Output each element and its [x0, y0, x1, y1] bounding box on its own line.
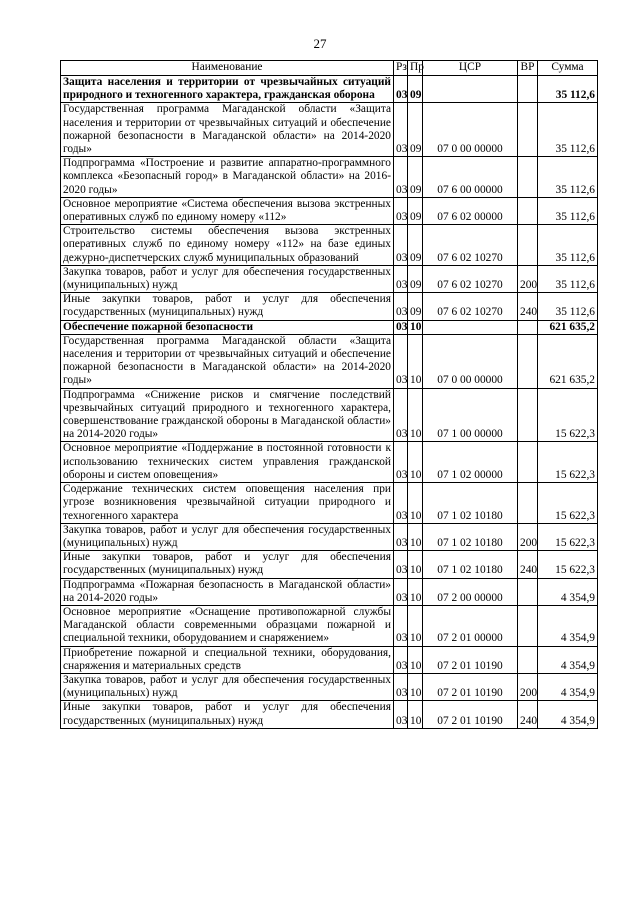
cell-csr	[423, 320, 518, 334]
cell-rz: 03	[394, 157, 408, 198]
cell-pr: 10	[408, 388, 423, 442]
cell-pr: 10	[408, 578, 423, 605]
cell-name: Иные закупки товаров, работ и услуг для обеспечения государственных (муниципальных) нужд	[61, 551, 394, 578]
cell-name: Защита населения и территории от чрезвычайных ситуаций природного и техногенного характера, гражданская оборона	[61, 76, 394, 103]
header-sum: Сумма	[538, 61, 598, 76]
cell-pr: 10	[408, 334, 423, 388]
table-row	[61, 605, 598, 646]
cell-rz: 03	[394, 523, 408, 550]
cell-vr: 200	[518, 523, 538, 550]
cell-vr: 240	[518, 293, 538, 320]
cell-rz: 03	[394, 605, 408, 646]
cell-vr	[518, 103, 538, 157]
table-row	[61, 265, 598, 292]
cell-name: Закупка товаров, работ и услуг для обеспечения государственных (муниципальных) нужд	[61, 673, 394, 700]
cell-rz: 03	[394, 701, 408, 728]
table-row	[61, 334, 598, 388]
table-body	[61, 76, 598, 729]
cell-rz: 03	[394, 76, 408, 103]
cell-name: Подпрограмма «Построение и развитие аппаратно-программного комплекса «Безопасный город» в Магаданской области» на 2016-2020 годы»	[61, 157, 394, 198]
cell-vr	[518, 334, 538, 388]
cell-csr: 07 1 02 00000	[423, 442, 518, 483]
header-csr: ЦСР	[423, 61, 518, 76]
table-header-row	[61, 61, 598, 76]
cell-name: Основное мероприятие «Система обеспечения вызова экстренных оперативных служб по единому номеру «112»	[61, 197, 394, 224]
cell-vr	[518, 157, 538, 198]
cell-rz: 03	[394, 334, 408, 388]
cell-pr: 10	[408, 673, 423, 700]
cell-csr: 07 1 02 10180	[423, 523, 518, 550]
cell-vr	[518, 320, 538, 334]
header-vr: ВР	[518, 61, 538, 76]
cell-pr: 10	[408, 701, 423, 728]
cell-name: Закупка товаров, работ и услуг для обеспечения государственных (муниципальных) нужд	[61, 265, 394, 292]
cell-vr	[518, 483, 538, 524]
cell-csr: 07 2 01 10190	[423, 701, 518, 728]
cell-pr: 09	[408, 225, 423, 266]
cell-pr: 10	[408, 551, 423, 578]
cell-csr: 07 1 00 00000	[423, 388, 518, 442]
cell-sum: 15 622,3	[538, 442, 598, 483]
cell-sum: 15 622,3	[538, 523, 598, 550]
cell-pr: 10	[408, 605, 423, 646]
table-row	[61, 483, 598, 524]
table-row	[61, 673, 598, 700]
cell-name: Обеспечение пожарной безопасности	[61, 320, 394, 334]
cell-pr: 10	[408, 442, 423, 483]
cell-vr	[518, 225, 538, 266]
cell-vr	[518, 605, 538, 646]
cell-csr: 07 6 02 10270	[423, 293, 518, 320]
cell-name: Основное мероприятие «Оснащение противопожарной службы Магаданской области современными образцами пожарной и специальной техники, оборудованием и снаряжением»	[61, 605, 394, 646]
cell-rz: 03	[394, 320, 408, 334]
table-row	[61, 197, 598, 224]
budget-table	[60, 60, 598, 729]
table-row	[61, 293, 598, 320]
cell-sum: 35 112,6	[538, 157, 598, 198]
cell-vr: 200	[518, 265, 538, 292]
cell-name: Иные закупки товаров, работ и услуг для обеспечения государственных (муниципальных) нужд	[61, 701, 394, 728]
cell-sum: 35 112,6	[538, 265, 598, 292]
cell-rz: 03	[394, 483, 408, 524]
cell-csr: 07 6 02 00000	[423, 197, 518, 224]
cell-csr: 07 2 00 00000	[423, 578, 518, 605]
cell-name: Закупка товаров, работ и услуг для обеспечения государственных (муниципальных) нужд	[61, 523, 394, 550]
cell-rz: 03	[394, 265, 408, 292]
cell-csr: 07 1 02 10180	[423, 483, 518, 524]
cell-pr: 10	[408, 523, 423, 550]
cell-sum: 4 354,9	[538, 578, 598, 605]
cell-name: Государственная программа Магаданской области «Защита населения и территории от чрезвычайных ситуаций и обеспечение пожарной безопасности в Магаданской области» на 2014-2020 годы»	[61, 103, 394, 157]
cell-csr: 07 0 00 00000	[423, 334, 518, 388]
cell-pr: 09	[408, 103, 423, 157]
table-row	[61, 701, 598, 728]
header-rz: Рз	[394, 61, 408, 76]
table-row	[61, 157, 598, 198]
header-name: Наименование	[61, 61, 394, 76]
cell-sum: 35 112,6	[538, 293, 598, 320]
table-row	[61, 523, 598, 550]
cell-sum: 4 354,9	[538, 701, 598, 728]
cell-vr	[518, 197, 538, 224]
cell-csr: 07 6 00 00000	[423, 157, 518, 198]
cell-vr	[518, 578, 538, 605]
page-number: 27	[313, 36, 327, 51]
cell-csr: 07 1 02 10180	[423, 551, 518, 578]
cell-rz: 03	[394, 388, 408, 442]
cell-sum: 621 635,2	[538, 320, 598, 334]
cell-sum: 4 354,9	[538, 646, 598, 673]
cell-rz: 03	[394, 673, 408, 700]
cell-rz: 03	[394, 646, 408, 673]
table-row	[61, 76, 598, 103]
cell-sum: 35 112,6	[538, 225, 598, 266]
table-row	[61, 320, 598, 334]
cell-csr: 07 6 02 10270	[423, 225, 518, 266]
cell-csr: 07 2 01 00000	[423, 605, 518, 646]
cell-sum: 35 112,6	[538, 197, 598, 224]
cell-vr: 240	[518, 701, 538, 728]
cell-vr: 240	[518, 551, 538, 578]
cell-pr: 09	[408, 265, 423, 292]
cell-rz: 03	[394, 197, 408, 224]
cell-name: Государственная программа Магаданской области «Защита населения и территории от чрезвычайных ситуаций и обеспечение пожарной безопасности в Магаданской области» на 2014-2020 годы»	[61, 334, 394, 388]
cell-sum: 621 635,2	[538, 334, 598, 388]
cell-sum: 35 112,6	[538, 103, 598, 157]
cell-name: Основное мероприятие «Поддержание в постоянной готовности к использованию технических систем управления гражданской обороны и систем оповещения»	[61, 442, 394, 483]
cell-rz: 03	[394, 551, 408, 578]
cell-name: Строительство системы обеспечения вызова экстренных оперативных служб по единому номеру «112» на базе единых дежурно-диспетчерских служб муниципальных образований	[61, 225, 394, 266]
cell-sum: 15 622,3	[538, 551, 598, 578]
table-row	[61, 103, 598, 157]
header-pr: Пр	[408, 61, 423, 76]
cell-pr: 09	[408, 293, 423, 320]
cell-vr	[518, 76, 538, 103]
cell-pr: 10	[408, 483, 423, 524]
table-row	[61, 388, 598, 442]
cell-name: Подпрограмма «Пожарная безопасность в Магаданской области» на 2014-2020 годы»	[61, 578, 394, 605]
cell-vr	[518, 388, 538, 442]
cell-csr: 07 0 00 00000	[423, 103, 518, 157]
cell-pr: 09	[408, 197, 423, 224]
table-row	[61, 225, 598, 266]
cell-vr	[518, 646, 538, 673]
cell-pr: 09	[408, 157, 423, 198]
cell-sum: 35 112,6	[538, 76, 598, 103]
cell-sum: 15 622,3	[538, 388, 598, 442]
cell-sum: 15 622,3	[538, 483, 598, 524]
cell-csr: 07 2 01 10190	[423, 646, 518, 673]
cell-rz: 03	[394, 578, 408, 605]
cell-name: Иные закупки товаров, работ и услуг для обеспечения государственных (муниципальных) нужд	[61, 293, 394, 320]
cell-csr: 07 6 02 10270	[423, 265, 518, 292]
cell-rz: 03	[394, 293, 408, 320]
cell-csr: 07 2 01 10190	[423, 673, 518, 700]
cell-rz: 03	[394, 103, 408, 157]
table-row	[61, 578, 598, 605]
cell-pr: 10	[408, 320, 423, 334]
table-row	[61, 646, 598, 673]
cell-name: Подпрограмма «Снижение рисков и смягчение последствий чрезвычайных ситуаций природного и техногенного характера, совершенствование гражданской обороны в Магаданской области» на 2014-2020 годы»	[61, 388, 394, 442]
cell-csr	[423, 76, 518, 103]
cell-sum: 4 354,9	[538, 673, 598, 700]
cell-vr: 200	[518, 673, 538, 700]
cell-name: Приобретение пожарной и специальной техники, оборудования, снаряжения и материальных средств	[61, 646, 394, 673]
cell-name: Содержание технических систем оповещения населения при угрозе возникновения чрезвычайной ситуации природного и техногенного характера	[61, 483, 394, 524]
table-row	[61, 551, 598, 578]
table-row	[61, 442, 598, 483]
cell-pr: 10	[408, 646, 423, 673]
cell-rz: 03	[394, 225, 408, 266]
cell-vr	[518, 442, 538, 483]
cell-rz: 03	[394, 442, 408, 483]
cell-sum: 4 354,9	[538, 605, 598, 646]
cell-pr: 09	[408, 76, 423, 103]
